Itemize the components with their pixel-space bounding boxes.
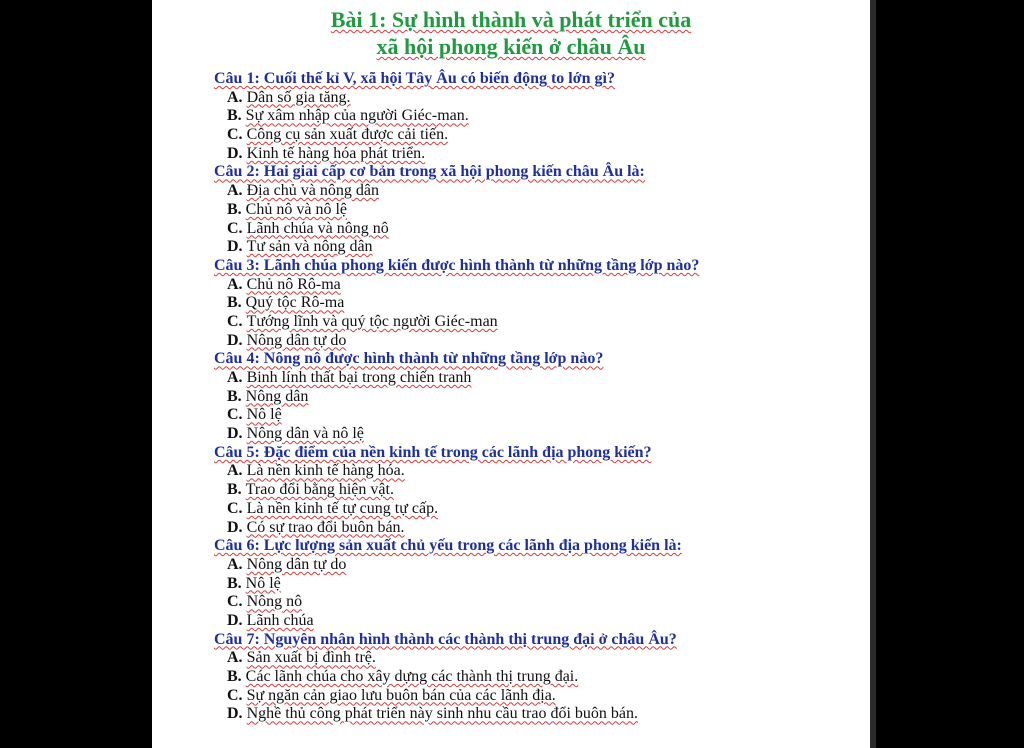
option-text: Kinh tế hàng hóa phát triển. bbox=[246, 144, 426, 162]
answer-option bbox=[214, 593, 864, 612]
title-line-1: Bài 1: Sự hình thành và phát triển của bbox=[330, 7, 692, 32]
option-text: Lãnh chúa và nông nô bbox=[246, 219, 389, 237]
option-letter: B. bbox=[227, 107, 242, 125]
option-letter: A. bbox=[227, 369, 243, 386]
answer-option bbox=[214, 612, 864, 631]
answer-option bbox=[214, 182, 864, 201]
option-letter: C. bbox=[227, 219, 243, 237]
document-page bbox=[152, 0, 870, 748]
option-letter: C. bbox=[227, 312, 243, 330]
option-letter: C. bbox=[227, 499, 243, 517]
option-text: Chủ nô Rô-ma bbox=[246, 275, 341, 293]
option-text: Có sự trao đổi buôn bán. bbox=[246, 518, 405, 536]
option-text: Trao đổi bằng hiện vật. bbox=[245, 481, 394, 499]
option-text: Nghề thủ công phát triển này sinh nhu cầu trao đổi buôn bán. bbox=[246, 705, 639, 723]
answer-option bbox=[214, 201, 864, 220]
option-letter: D. bbox=[227, 144, 243, 162]
answer-option bbox=[214, 705, 864, 724]
answer-option bbox=[214, 332, 864, 351]
option-letter: A. bbox=[227, 649, 243, 667]
option-letter: A. bbox=[227, 462, 243, 480]
option-letter: A. bbox=[227, 555, 243, 573]
question-heading bbox=[214, 350, 864, 369]
page-edge-shadow bbox=[870, 0, 876, 748]
answer-option bbox=[214, 406, 864, 425]
question-heading bbox=[214, 163, 864, 182]
question-text: Câu 6: Lực lượng sản xuất chủ yếu trong các lãnh địa phong kiến là: bbox=[214, 537, 682, 555]
answer-option bbox=[214, 276, 864, 295]
question-heading bbox=[214, 631, 864, 650]
answer-option bbox=[214, 481, 864, 500]
option-text: Nô lệ bbox=[245, 574, 281, 592]
question-heading bbox=[214, 444, 864, 463]
option-letter: B. bbox=[227, 668, 242, 685]
answer-option bbox=[214, 294, 864, 313]
option-text: Các lãnh chúa cho xây dựng các thành thị trung đại. bbox=[245, 668, 579, 685]
option-letter: D. bbox=[227, 705, 243, 723]
answer-option bbox=[214, 220, 864, 239]
question-text: Câu 7: Nguyên nhân hình thành các thành thị trung đại ở châu Âu? bbox=[214, 630, 677, 648]
option-letter: D. bbox=[227, 425, 243, 443]
option-letter: C. bbox=[227, 406, 243, 424]
option-text: Sự xâm nhập của người Giéc-man. bbox=[245, 107, 469, 125]
answer-option bbox=[214, 369, 864, 388]
option-text: Tư sản và nông dân bbox=[246, 238, 373, 256]
option-letter: B. bbox=[227, 574, 242, 592]
answer-option bbox=[214, 519, 864, 538]
question-heading bbox=[214, 70, 864, 89]
option-text: Sự ngăn cản giao lưu buôn bán của các lãnh địa. bbox=[246, 686, 556, 704]
question-text: Câu 5: Đặc điểm của nền kinh tế trong các lãnh địa phong kiến? bbox=[214, 443, 652, 461]
answer-option bbox=[214, 107, 864, 126]
option-letter: A. bbox=[227, 88, 243, 106]
question-text: Câu 4: Nông nô được hình thành từ những tầng lớp nào? bbox=[214, 350, 604, 368]
answer-option bbox=[214, 89, 864, 108]
option-letter: A. bbox=[227, 182, 243, 200]
option-text: Quý tộc Rô-ma bbox=[245, 294, 345, 312]
option-text: Tướng lĩnh và quý tộc người Giéc-man bbox=[246, 312, 498, 330]
answer-option bbox=[214, 668, 864, 687]
option-letter: C. bbox=[227, 686, 243, 704]
question-text: Câu 3: Lãnh chúa phong kiến được hình thành từ những tầng lớp nào? bbox=[214, 256, 700, 274]
answer-option bbox=[214, 575, 864, 594]
option-text: Nông dân tự do bbox=[246, 555, 347, 573]
question-list bbox=[214, 70, 864, 724]
option-text: Nô lệ bbox=[246, 406, 282, 424]
option-text: Nông dân tự do bbox=[246, 331, 347, 349]
answer-option bbox=[214, 145, 864, 164]
answer-option bbox=[214, 462, 864, 481]
option-text: Sản xuất bị đình trệ. bbox=[246, 649, 376, 667]
option-text: Nông dân bbox=[245, 387, 309, 405]
option-text: Lãnh chúa bbox=[246, 611, 314, 629]
answer-option bbox=[214, 388, 864, 407]
answer-option bbox=[214, 687, 864, 706]
question-heading bbox=[214, 257, 864, 276]
answer-option bbox=[214, 556, 864, 575]
answer-option bbox=[214, 649, 864, 668]
option-text: Chủ nô và nô lệ bbox=[245, 200, 347, 218]
answer-option bbox=[214, 425, 864, 444]
option-letter: B. bbox=[227, 481, 242, 499]
option-letter: C. bbox=[227, 593, 243, 611]
option-letter: D. bbox=[227, 238, 243, 256]
option-text: Dân số gia tăng. bbox=[246, 88, 351, 106]
title-line-2: xã hội phong kiến ở châu Âu bbox=[376, 34, 646, 59]
answer-option bbox=[214, 500, 864, 519]
option-letter: B. bbox=[227, 294, 242, 312]
question-text: Câu 1: Cuối thế kỉ V, xã hội Tây Âu có biến động to lớn gì? bbox=[214, 70, 615, 87]
option-letter: C. bbox=[227, 126, 243, 144]
option-letter: D. bbox=[227, 611, 243, 629]
option-letter: D. bbox=[227, 518, 243, 536]
answer-option bbox=[214, 313, 864, 332]
answer-option bbox=[214, 126, 864, 145]
option-text: Nông dân và nô lệ bbox=[246, 425, 364, 443]
question-text: Câu 2: Hai giai cấp cơ bản trong xã hội phong kiến châu Âu là: bbox=[214, 163, 645, 181]
option-text: Địa chủ và nông dân bbox=[246, 182, 379, 200]
answer-option bbox=[214, 238, 864, 257]
option-text: Là nền kinh tế tự cung tự cấp. bbox=[246, 499, 439, 517]
option-text: Binh lính thất bại trong chiến tranh bbox=[246, 369, 472, 386]
option-letter: A. bbox=[227, 275, 243, 293]
option-letter: D. bbox=[227, 331, 243, 349]
option-letter: B. bbox=[227, 387, 242, 405]
option-text: Là nền kinh tế hàng hóa. bbox=[246, 462, 405, 480]
option-text: Nông nô bbox=[246, 593, 303, 611]
question-heading bbox=[214, 537, 864, 556]
option-text: Công cụ sản xuất được cải tiến. bbox=[246, 126, 449, 144]
option-letter: B. bbox=[227, 200, 242, 218]
